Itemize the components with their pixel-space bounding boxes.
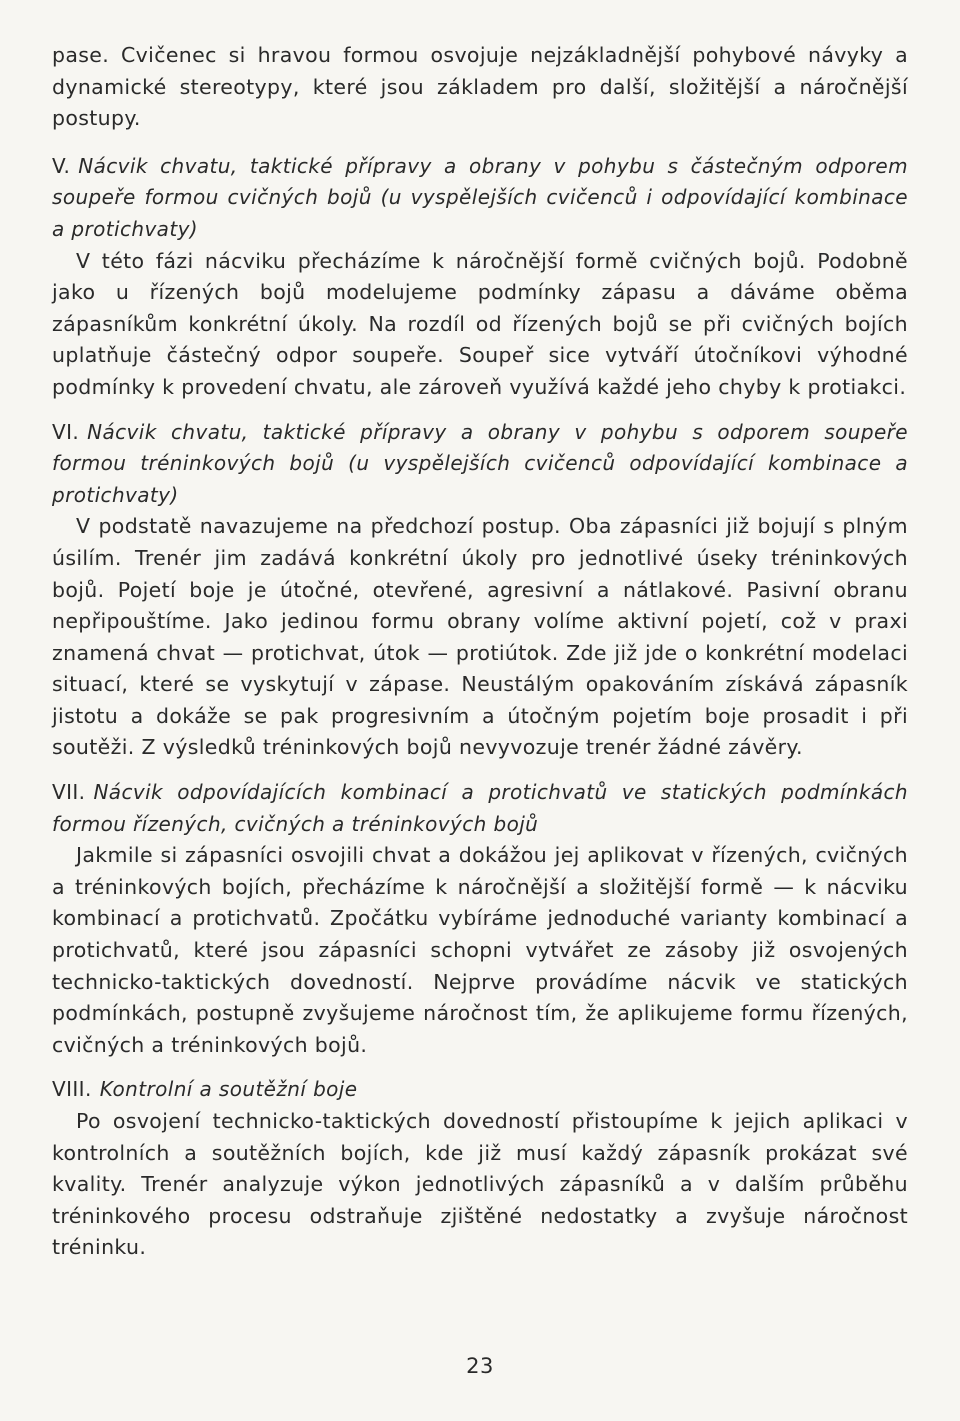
section-number: VIII. — [52, 1077, 92, 1102]
section-number: V. — [52, 153, 71, 178]
section-number: VI. — [52, 419, 80, 444]
section-body: Po osvojení technicko-taktických dovedností přistoupíme k jejich aplikaci v kontrolních a soutěžních bojích, kde již musí každý zápasník prokázat své kvality. Trenér analyzuje výkon jednotlivých zápasníků a v dalším průběhu tréninkového procesu odstraňuje zjištěné nedostatky a zvyšuje náročnost tréninku. — [52, 1109, 908, 1260]
intro-paragraph: pase. Cvičenec si hravou formou osvojuje nejzákladnější pohybové návyky a dynamické stereotypy, které jsou základem pro další, složitější a náročnější postupy. — [52, 43, 908, 131]
section-heading — [52, 417, 908, 512]
section-vii — [52, 777, 908, 1061]
section-number: VII. — [52, 780, 86, 805]
section-heading — [52, 151, 908, 246]
section-v — [52, 151, 908, 404]
section-body: Jakmile si zápasníci osvojili chvat a dokážou jej aplikovat v řízených, cvičných a tréninkových bojích, přecházíme k náročnější a složitější formě — k nácviku kombinací a protichvatů. Zpočátku vybíráme jednoduché varianty kombinací a protichvatů, které jsou zápasníci schopni vytvářet ze zásoby již osvojených technicko-taktických dovedností. Nejprve provádíme nácvik ve statických podmínkách, postupně zvyšujeme náročnost tím, že aplikujeme formu řízených, cvičných a tréninkových bojů. — [52, 843, 908, 1057]
page-number: 23 — [466, 1354, 494, 1378]
section-heading — [52, 777, 908, 840]
section-title: Nácvik chvatu, taktické přípravy a obrany v pohybu s částečným odporem soupeře formou cvičných bojů (u vyspělejších cvičenců i odpovídající kombinace a protichvaty) — [52, 153, 908, 241]
section-viii — [52, 1074, 908, 1264]
section-body: V podstatě navazujeme na předchozí postup. Oba zápasníci již bojují s plným úsilím. Trenér jim zadává konkrétní úkoly pro jednotlivé úseky tréninkových bojů. Pojetí boje je útočné, otevřené, agresivní a nátlakové. Pasivní obranu nepřipouštíme. Jako jedinou formu obrany volíme aktivní pojetí, což v praxi znamená chvat — protichvat, útok — protiútok. Zde již jde o konkrétní modelaci situací, které se vyskytují v zápase. Neustálým opakováním získává zápasník jistotu a dokáže se pak progresivním a útočným pojetím boje prosadit i při soutěži. Z výsledků tréninkových bojů nevyvozuje trenér žádné závěry. — [52, 514, 908, 760]
section-title: Kontrolní a soutěžní boje — [99, 1077, 358, 1102]
section-heading — [52, 1074, 908, 1106]
section-title: Nácvik chvatu, taktické přípravy a obrany v pohybu s odporem soupeře formou tréninkových bojů (u vyspělejších cvičenců odpovídající kombinace a protichvaty) — [52, 419, 908, 507]
section-title: Nácvik odpovídajících kombinací a protichvatů ve statických podmínkách formou řízených, cvičných a tréninkových bojů — [52, 780, 908, 836]
section-body: V této fázi nácviku přecházíme k náročnější formě cvičných bojů. Podobně jako u řízených bojů modelujeme podmínky zápasu a dáváme oběma zápasníkům konkrétní úkoly. Na rozdíl od řízených bojů se při cvičných bojích uplatňuje částečný odpor soupeře. Soupeř sice vytváří útočníkovi výhodné podmínky k provedení chvatu, ale zároveň využívá každé jeho chyby k protiakci. — [52, 248, 908, 399]
section-vi — [52, 417, 908, 765]
